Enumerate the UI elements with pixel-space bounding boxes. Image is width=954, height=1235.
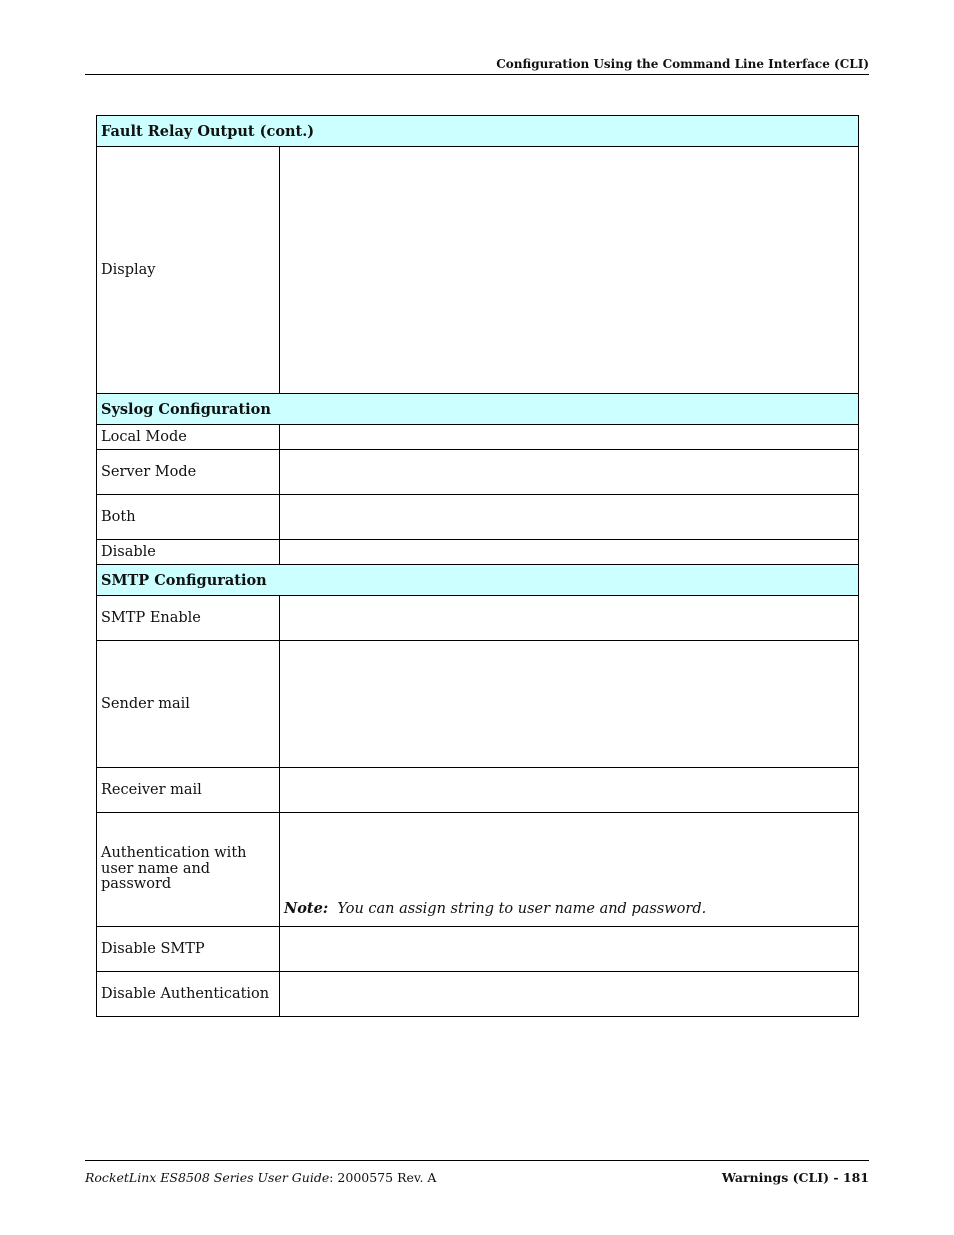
smtp-enable-value — [280, 596, 859, 641]
sender-mail-value — [280, 641, 859, 768]
smtp-section-title: SMTP Configuration — [97, 565, 859, 596]
footer-doc-info — [85, 1170, 436, 1185]
display-label: Display — [97, 147, 280, 394]
authentication-label — [97, 813, 280, 927]
table-row — [97, 450, 859, 495]
table-section-row — [97, 565, 859, 596]
note-text: You can assign string to user name and password. — [337, 901, 707, 917]
table-row — [97, 540, 859, 565]
smtp-enable-label: SMTP Enable — [97, 596, 280, 641]
table-row — [97, 495, 859, 540]
authentication-value — [280, 813, 859, 927]
footer-product: RocketLinx ES8508 Series User Guide — [85, 1170, 330, 1185]
server-mode-value — [280, 450, 859, 495]
disable-value — [280, 540, 859, 565]
note-label: Note: — [284, 900, 329, 917]
page-footer — [85, 1160, 869, 1185]
table-row — [97, 813, 859, 927]
table-row — [97, 972, 859, 1017]
both-value — [280, 495, 859, 540]
disable-smtp-label: Disable SMTP — [97, 927, 280, 972]
syslog-section-title: Syslog Configuration — [97, 394, 859, 425]
table-row — [97, 641, 859, 768]
table-row — [97, 425, 859, 450]
authentication-label-text: Authentication with user name and password — [101, 845, 247, 893]
fault-relay-section-title: Fault Relay Output (cont.) — [97, 116, 859, 147]
footer-doc-number: : 2000575 Rev. A — [329, 1170, 437, 1185]
disable-label: Disable — [97, 540, 280, 565]
page-header — [85, 55, 869, 75]
table-section-row — [97, 116, 859, 147]
table-row — [97, 147, 859, 394]
table-row — [97, 596, 859, 641]
local-mode-value — [280, 425, 859, 450]
local-mode-label: Local Mode — [97, 425, 280, 450]
receiver-mail-label: Receiver mail — [97, 768, 280, 813]
receiver-mail-value — [280, 768, 859, 813]
disable-authentication-label: Disable Authentication — [97, 972, 280, 1017]
footer-page-ref: Warnings (CLI) - 181 — [721, 1170, 869, 1185]
both-label: Both — [97, 495, 280, 540]
sender-mail-label: Sender mail — [97, 641, 280, 768]
server-mode-label: Server Mode — [97, 450, 280, 495]
running-title: Configuration Using the Command Line Interface (CLI) — [496, 57, 869, 71]
disable-smtp-value — [280, 927, 859, 972]
authentication-note — [284, 813, 854, 923]
configuration-table — [96, 115, 859, 1017]
disable-authentication-value — [280, 972, 859, 1017]
table-row — [97, 768, 859, 813]
table-section-row — [97, 394, 859, 425]
display-value — [280, 147, 859, 394]
table-row — [97, 927, 859, 972]
